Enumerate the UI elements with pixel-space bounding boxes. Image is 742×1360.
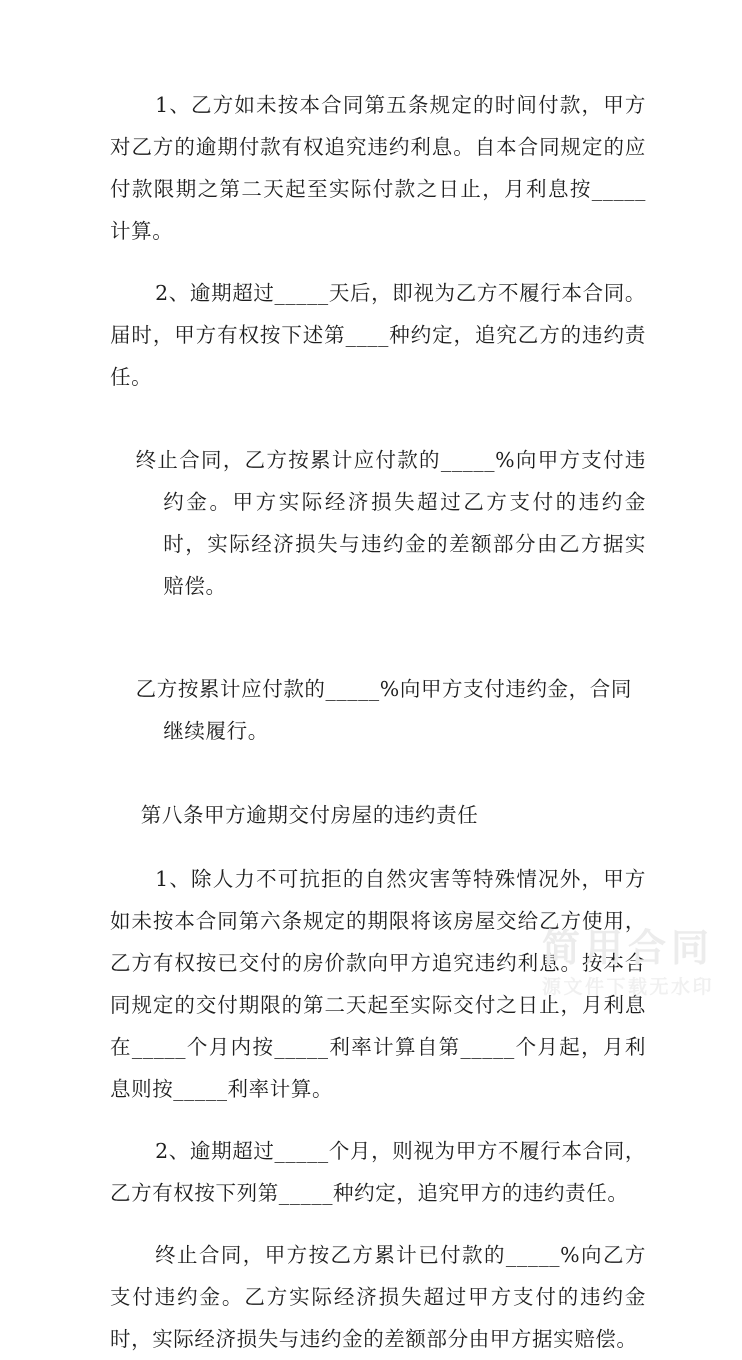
paragraph-spacer xyxy=(110,772,646,794)
document-body xyxy=(110,84,646,1360)
watermark-brand-text: 简用合同 xyxy=(541,926,714,970)
paragraph-spacer xyxy=(110,1214,646,1234)
clause-seven-item-2: 2、逾期超过_____天后，即视为乙方不履行本合同。届时，甲方有权按下述第____种约定，追究乙方的违约责任。 xyxy=(110,281,646,389)
clause-eight-tail-paragraph: 终止合同，甲方按乙方累计已付款的_____%向乙方支付违约金。乙方实际经济损失超过甲方支付的违约金时，实际经济损失与违约金的差额部分由甲方据实赔偿。 xyxy=(110,1243,646,1351)
clause-seven-option-2: 乙方按累计应付款的_____%向甲方支付违约金，合同继续履行。 xyxy=(135,676,632,743)
clause-eight-item-1: 1、除人力不可抗拒的自然灾害等特殊情况外，甲方如未按本合同第六条规定的期限将该房屋交给乙方使用，乙方有权按已交付的房价款向甲方追究违约利息。按本合同规定的交付期限的第二天起至实际交付之日止，月利息在_____个月内按_____利率计算自第_____个月起，月利息则按_____利率计算。 xyxy=(110,867,646,1101)
clause-seven-option-1: 终止合同，乙方按累计应付款的_____%向甲方支付违约金。甲方实际经济损失超过乙方支付的违约金时，实际经济损失与违约金的差额部分由乙方据实赔偿。 xyxy=(135,447,646,598)
paragraph-spacer xyxy=(110,836,646,858)
paragraph-spacer xyxy=(110,627,646,647)
paragraph-spacer xyxy=(110,252,646,272)
clause-eight-heading: 第八条甲方逾期交付房屋的违约责任 xyxy=(140,803,479,827)
paragraph-spacer xyxy=(110,1110,646,1130)
watermark-tagline-text: 源文件下载无水印 xyxy=(541,976,714,998)
clause-seven-item-1: 1、乙方如未按本合同第五条规定的时间付款，甲方对乙方的逾期付款有权追究违约利息。自本合同规定的应付款限期之第二天起至实际付款之日止，月利息按_____计算。 xyxy=(110,93,646,243)
clause-eight-item-2: 2、逾期超过_____个月，则视为甲方不履行本合同，乙方有权按下列第_____种约定，追究甲方的违约责任。 xyxy=(110,1139,646,1205)
paragraph-spacer xyxy=(110,398,646,418)
